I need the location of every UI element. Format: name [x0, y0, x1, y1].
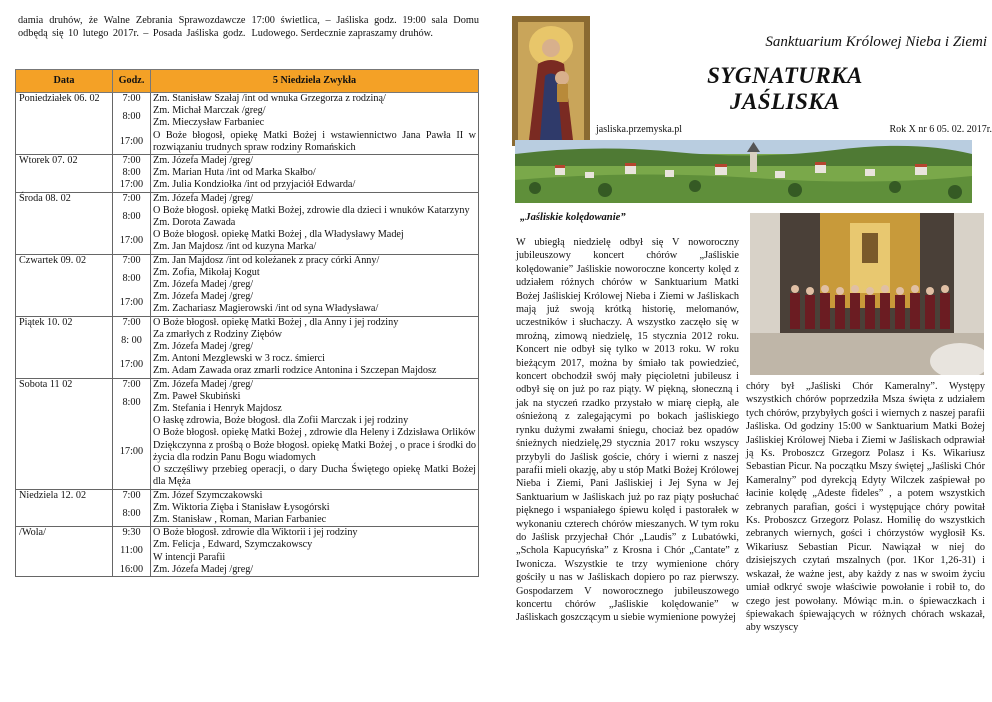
day-cell	[16, 502, 113, 527]
table-row	[16, 229, 479, 254]
day-cell	[16, 353, 113, 378]
choir-photo	[750, 213, 984, 375]
time-cell: 11:00	[113, 539, 151, 563]
table-row	[16, 105, 479, 129]
time-cell: 7:00	[113, 254, 151, 267]
day-cell	[16, 205, 113, 229]
intention-cell: Zm. Antoni Mezglewski w 3 rocz. śmierci Zm. Adam Zawada oraz zmarli rodzice Antonina i Szczepan Majdosz	[151, 353, 479, 378]
day-cell: /Wola/	[16, 527, 113, 540]
intention-cell: Zm. Józefa Madej /greg/ Zm. Zachariasz Magierowski /int od syna Władysława/	[151, 291, 479, 316]
day-cell	[16, 291, 113, 316]
table-row	[16, 205, 479, 229]
article-title: „Jaśliskie kolędowanie”	[520, 212, 626, 223]
table-row	[16, 167, 479, 179]
time-cell: 8:00	[113, 105, 151, 129]
intention-cell: Zm. Wiktoria Zięba i Stanisław Łysogórski Zm. Stanisław , Roman, Marian Farbaniec	[151, 502, 479, 527]
issue-info: Rok X nr 6 05. 02. 2017r.	[889, 124, 992, 135]
intention-cell: Zm. Michał Marczak /greg/ Zm. Mieczysław Farbaniec	[151, 105, 479, 129]
day-cell	[16, 167, 113, 179]
header-day: Data	[16, 70, 113, 93]
table-row	[16, 539, 479, 563]
time-cell: 7:00	[113, 378, 151, 391]
table-row	[16, 489, 479, 502]
time-cell: 7:00	[113, 316, 151, 329]
intention-cell: O Boże błogosł. opiekę Matki Bożej , dla Władysławy Madej Zm. Jan Majdosz /int od kuzyna Marka/	[151, 229, 479, 254]
table-row	[16, 527, 479, 540]
table-row	[16, 267, 479, 291]
table-row	[16, 502, 479, 527]
day-cell: Czwartek 09. 02	[16, 254, 113, 267]
day-cell: Środa 08. 02	[16, 192, 113, 205]
time-cell: 7:00	[113, 192, 151, 205]
website-link[interactable]: jasliska.przemyska.pl	[596, 124, 683, 135]
sanctuary-name: Sanktuarium Królowej Nieba i Ziemi	[765, 34, 987, 50]
mass-schedule-table	[15, 69, 479, 577]
day-cell	[16, 564, 113, 577]
intention-cell: Zm. Zofia, Mikołaj Kogut Zm. Józefa Madej /greg/	[151, 267, 479, 291]
intro-text: damia druhów, że Walne Zebrania Sprawozdawcze odbędą się 10 lutego 2017r. – Posada Jaśliska godz. 17:00 świetlica, – Jaśliska godz. 19:00 sala Domu Ludowego. Serdecznie zapraszamy druhów.	[18, 15, 479, 40]
time-cell: 7:00	[113, 489, 151, 502]
time-cell: 17:00	[113, 179, 151, 192]
newsletter-title	[660, 63, 910, 115]
intention-cell: O Boże błogosł. zdrowie dla Wiktorii i jej rodziny	[151, 527, 479, 540]
intention-cell: O Boże błogosł, opiekę Matki Bożej i wstawiennictwo Jana Pawła II w rozwiązaniu trudnych spraw rodziny Romańskich	[151, 130, 479, 155]
intention-cell: Zm. Józefa Madej /greg/	[151, 378, 479, 391]
day-cell: Poniedziałek 06. 02	[16, 93, 113, 106]
day-cell	[16, 130, 113, 155]
article-column-1: W ubiegłą niedzielę odbył się V noworoczny jubileuszowy koncert chórów „Jaśliskie kolędowanie” Jaśliskie noworoczne koncerty kolęd z udziałem różnych chórów w Sanktuarium Matki Bożej Jaśliskiej Królowej Nieba i Ziemi w Jaśliskach mają już swoją krótką historię, melomanów, uczestników i słuchaczy. A wszystko zaczęło się w mroźną, zimową niedzielę, 15 stycznia 2012 roku. Koncert nie odbył się tylko w 2013 roku. W roku bieżącym 2017, można by śmiało tak powiedzieć, koncert obchodził swój mały pięcioletni jubileusz i odbył się on już po raz piąty. W piękną, słoneczną i jak na styczeń rzadko przystało w miarę ciepłą, ale ośnieżoną z zalegającymi po bokach jaśliskiego rynku dużymi zwałami śniegu, chociaż bez opadów śnieżnych niedzielę,29 stycznia 2017 roku wszyscy przybyli do Jaślisk goście, chóry i wierni z naszej parafii mieli okazję, aby u stóp Matki Bożej Królowej Nieba i Ziemi, Pani Jaśliskiej i Jej Syna w Jej Sanktuarium w Jaśliskach już po raz piąty posłuchać pięknego i wspaniałego śpiewu kolęd i pastorałek w wykonaniu czterech chórów mieszanych. W tym roku do Jaślisk przyjechał Chór „Laudis” z Lubatówki, „Schola Kapucyńska” z Krosna i Chór „Cantate” z Iwonicza. Wszystkie te trzy wymienione chóry gościły u nas w Jaśliskach dopiero po raz pierwszy. Gospodarzem V noworocznego jubileuszowego koncertu chórów „Jaśliskie kolędowanie” w Jaśliskach goszczącym u siebie wymienione powyżej	[516, 237, 739, 624]
intention-cell: Zm. Józefa Madej /greg/	[151, 155, 479, 168]
time-cell: 8:00	[113, 167, 151, 179]
time-cell: 8:00	[113, 205, 151, 229]
intention-cell: Zm. Józefa Madej /greg/	[151, 192, 479, 205]
header-intention: 5 Niedziela Zwykła	[151, 70, 479, 93]
right-page	[510, 0, 992, 702]
table-row	[16, 179, 479, 192]
header-time: Godz.	[113, 70, 151, 93]
table-row	[16, 93, 479, 106]
time-cell: 9:30	[113, 527, 151, 540]
table-row	[16, 378, 479, 391]
article-column-2: chóry był „Jaśliski Chór Kameralny”. Występy wszystkich chórów poprzedziła Msza święta z udziałem tych chórów, przybyłych gości i wiernych z naszej parafii Jaśliska. Od godziny 15:00 w Sanktuarium Matki Bożej Jaśliskiej Królowej Nieba i Ziemi w Jaśliskach odprawiał ją Ks. Proboszcz Grzegorz Polasz i Ks. Wikariusz Sebastian Picur. Na początku Mszy świętej „Jaśliski Chór Kameralny” pod dyrekcją Edyty Wilczek zaśpiewał po łacinie kolędę „Adeste fideles” , a potem wszystkich zebranych parafian, gości i występujące chóry powitał Ks. Proboszcz Grzegorz Polasz. Homilię do wszystkich zebranych wiernych, gości i chórzystów wygłosił Ks. Wikariusz Sebastian Picur. Nawiązał w niej do dzisiejszych czytań mszalnych (por. 1Kor 1,26-31) i wskazał, że ważne jest, aby każdy z nas w swoim życiu umiał odkryć swoje właściwie powołanie i robił to, do czego jest powołany. Mówiąc m.in. o śpiewaczkach i śpiewakach śpiewających w różnych chórach wskazał, aby wszyscy	[746, 381, 985, 634]
madonna-image	[512, 16, 590, 146]
table-row	[16, 130, 479, 155]
time-cell: 17:00	[113, 415, 151, 489]
time-cell: 17:00	[113, 130, 151, 155]
intention-cell: Zm. Jan Majdosz /int od koleżanek z pracy córki Anny/	[151, 254, 479, 267]
table-row	[16, 415, 479, 489]
intention-cell: O Boże błogosł. opiekę Matki Bożej , dla Anny i jej rodziny	[151, 316, 479, 329]
day-cell	[16, 229, 113, 254]
intention-cell: Zm. Stanisław Szałaj /int od wnuka Grzegorza z rodziną/	[151, 93, 479, 106]
time-cell: 8:00	[113, 391, 151, 415]
time-cell: 7:00	[113, 155, 151, 168]
intention-cell: Zm. Felicja , Edward, Szymczakowscy W intencji Parafii	[151, 539, 479, 563]
time-cell: 17:00	[113, 353, 151, 378]
intention-cell: Zm. Paweł Skubiński Zm. Stefania i Henryk Majdosz	[151, 391, 479, 415]
table-row	[16, 291, 479, 316]
table-row	[16, 254, 479, 267]
day-cell	[16, 415, 113, 489]
day-cell	[16, 105, 113, 129]
table-row	[16, 391, 479, 415]
intention-cell: Zm. Julia Kondziołka /int od przyjaciół Edwarda/	[151, 179, 479, 192]
day-cell	[16, 179, 113, 192]
intention-cell: Zm. Marian Huta /int od Marka Skałbo/	[151, 167, 479, 179]
day-cell: Wtorek 07. 02	[16, 155, 113, 168]
time-cell: 7:00	[113, 93, 151, 106]
day-cell: Piątek 10. 02	[16, 316, 113, 329]
intention-cell: Zm. Józef Szymczakowski	[151, 489, 479, 502]
intention-cell: O Boże błogosł. opiekę Matki Bożej, zdrowie dla dzieci i wnuków Katarzyny Zm. Dorota Zawada	[151, 205, 479, 229]
day-cell: Sobota 11 02	[16, 378, 113, 391]
title-line-2: JAŚLISKA	[729, 89, 841, 114]
table-row	[16, 564, 479, 577]
time-cell: 17:00	[113, 291, 151, 316]
intention-cell: O łaskę zdrowia, Boże błogosł. dla Zofii Marczak i jej rodziny O Boże błogosł. opiekę Matki Bożej , zdrowie dla Heleny i Zdzisława Orlików Dziękczynna z prośbą o Boże błogosł. opiekę Matki Bożej , o prace i środki do życia dla rodzin Panu Bogu wiadomych O szczęśliwy przebieg operacji, o dary Ducha Świętego opiekę Matki Bożej dla Męża	[151, 415, 479, 489]
time-cell: 8:00	[113, 267, 151, 291]
day-cell	[16, 391, 113, 415]
day-cell: Niedziela 12. 02	[16, 489, 113, 502]
day-cell	[16, 539, 113, 563]
time-cell: 17:00	[113, 229, 151, 254]
intention-cell: Zm. Józefa Madej /greg/	[151, 564, 479, 577]
time-cell: 8:00	[113, 502, 151, 527]
day-cell	[16, 329, 113, 353]
table-row	[16, 353, 479, 378]
table-row	[16, 316, 479, 329]
time-cell: 8: 00	[113, 329, 151, 353]
table-row	[16, 155, 479, 168]
day-cell	[16, 267, 113, 291]
village-panorama-image	[515, 140, 972, 203]
intention-cell: Za zmarłych z Rodziny Ziębów Zm. Józefa Madej /greg/	[151, 329, 479, 353]
time-cell: 16:00	[113, 564, 151, 577]
table-row	[16, 329, 479, 353]
title-line-1: SYGNATURKA	[707, 63, 863, 88]
table-row	[16, 192, 479, 205]
